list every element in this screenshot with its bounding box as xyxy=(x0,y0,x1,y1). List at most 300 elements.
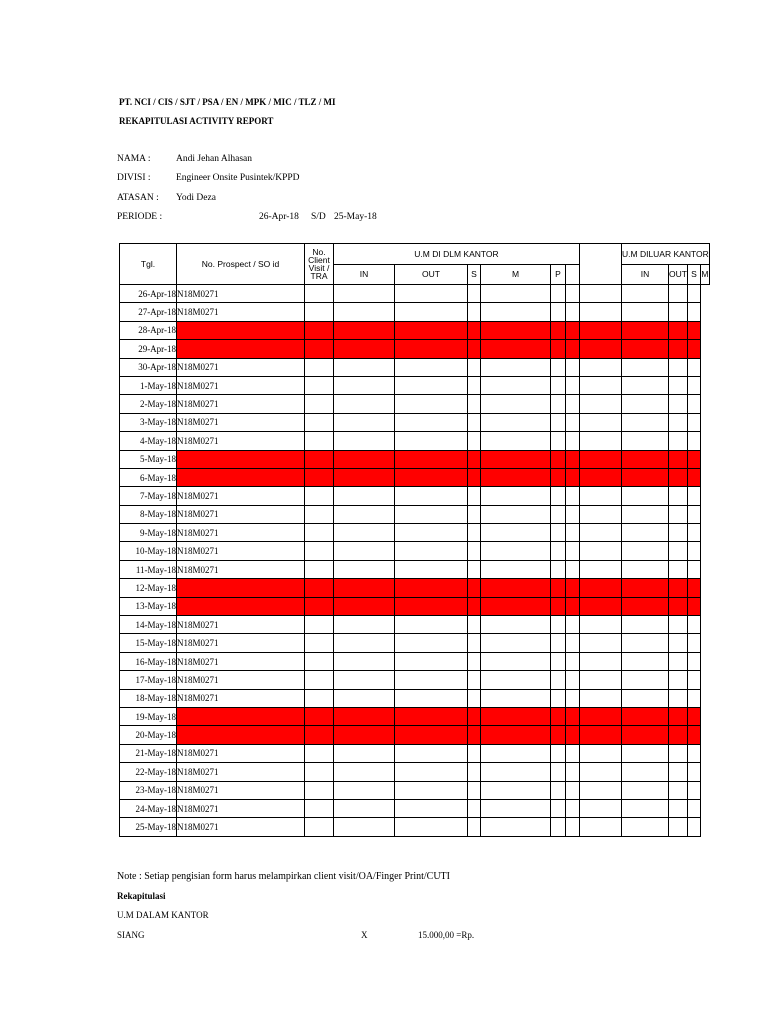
row-prospect-id: N18M0271 xyxy=(177,781,305,799)
row-cell xyxy=(551,450,566,468)
row-cell xyxy=(305,542,334,560)
row-cell xyxy=(468,340,481,358)
row-cell xyxy=(334,376,395,394)
row-cell xyxy=(688,689,701,707)
row-cell xyxy=(481,799,551,817)
row-cell xyxy=(334,799,395,817)
row-cell xyxy=(305,303,334,321)
table-row xyxy=(120,413,710,431)
row-cell xyxy=(580,505,622,523)
table-row xyxy=(120,597,710,615)
row-cell xyxy=(580,542,622,560)
row-cell xyxy=(622,560,669,578)
row-cell xyxy=(305,597,334,615)
luar-m-header: M xyxy=(701,264,710,285)
row-cell xyxy=(669,321,688,339)
row-cell xyxy=(395,413,468,431)
row-cell xyxy=(622,579,669,597)
row-cell xyxy=(669,358,688,376)
row-cell xyxy=(551,818,566,836)
row-date: 7-May-18 xyxy=(120,487,177,505)
row-cell xyxy=(688,744,701,762)
row-cell xyxy=(395,799,468,817)
row-cell xyxy=(305,616,334,634)
row-cell xyxy=(580,597,622,615)
row-cell xyxy=(305,358,334,376)
row-cell xyxy=(305,707,334,725)
row-cell xyxy=(669,707,688,725)
row-cell xyxy=(669,560,688,578)
row-cell xyxy=(580,818,622,836)
row-date: 25-May-18 xyxy=(120,818,177,836)
row-cell xyxy=(566,744,580,762)
row-cell xyxy=(566,340,580,358)
row-cell xyxy=(305,505,334,523)
row-cell xyxy=(580,707,622,725)
row-cell xyxy=(669,689,688,707)
row-cell xyxy=(566,652,580,670)
row-cell xyxy=(688,671,701,689)
row-cell xyxy=(580,560,622,578)
row-prospect-id xyxy=(177,340,305,358)
row-cell xyxy=(468,542,481,560)
row-cell xyxy=(551,707,566,725)
row-cell xyxy=(566,524,580,542)
row-date: 14-May-18 xyxy=(120,616,177,634)
row-cell xyxy=(481,579,551,597)
row-cell xyxy=(481,652,551,670)
row-cell xyxy=(468,671,481,689)
row-cell xyxy=(334,542,395,560)
row-cell xyxy=(566,542,580,560)
row-cell xyxy=(481,707,551,725)
row-cell xyxy=(395,542,468,560)
row-date: 20-May-18 xyxy=(120,726,177,744)
row-cell xyxy=(551,744,566,762)
row-date: 5-May-18 xyxy=(120,450,177,468)
row-cell xyxy=(566,303,580,321)
row-cell xyxy=(580,340,622,358)
row-cell xyxy=(688,652,701,670)
row-cell xyxy=(622,726,669,744)
row-cell xyxy=(395,707,468,725)
row-cell xyxy=(481,358,551,376)
row-cell xyxy=(468,285,481,303)
row-cell xyxy=(551,358,566,376)
row-cell xyxy=(622,744,669,762)
row-cell xyxy=(334,450,395,468)
row-date: 30-Apr-18 xyxy=(120,358,177,376)
row-date: 18-May-18 xyxy=(120,689,177,707)
row-cell xyxy=(468,818,481,836)
row-cell xyxy=(395,818,468,836)
row-cell xyxy=(395,634,468,652)
row-cell xyxy=(669,781,688,799)
row-cell xyxy=(551,579,566,597)
row-cell xyxy=(468,303,481,321)
row-prospect-id: N18M0271 xyxy=(177,689,305,707)
row-cell xyxy=(688,505,701,523)
row-cell xyxy=(395,321,468,339)
row-cell xyxy=(395,744,468,762)
row-cell xyxy=(622,652,669,670)
note-text: Note : Setiap pengisian form harus melampirkan client visit/OA/Finger Print/CUTI xyxy=(117,871,450,882)
row-cell xyxy=(468,468,481,486)
row-cell xyxy=(395,616,468,634)
row-cell xyxy=(688,616,701,634)
row-cell xyxy=(395,450,468,468)
activity-table xyxy=(119,243,710,837)
row-cell xyxy=(481,560,551,578)
row-cell xyxy=(551,340,566,358)
row-cell xyxy=(566,487,580,505)
row-date: 10-May-18 xyxy=(120,542,177,560)
row-cell xyxy=(481,524,551,542)
row-prospect-id: N18M0271 xyxy=(177,303,305,321)
row-cell xyxy=(669,450,688,468)
row-cell xyxy=(688,634,701,652)
row-cell xyxy=(334,763,395,781)
row-cell xyxy=(566,763,580,781)
table-row xyxy=(120,468,710,486)
row-cell xyxy=(622,707,669,725)
row-cell xyxy=(622,303,669,321)
row-cell xyxy=(305,818,334,836)
row-prospect-id: N18M0271 xyxy=(177,285,305,303)
row-cell xyxy=(395,285,468,303)
row-prospect-id: N18M0271 xyxy=(177,395,305,413)
row-cell xyxy=(669,652,688,670)
row-cell xyxy=(468,634,481,652)
row-cell xyxy=(468,524,481,542)
row-date: 17-May-18 xyxy=(120,671,177,689)
row-cell xyxy=(622,395,669,413)
row-cell xyxy=(395,689,468,707)
table-row xyxy=(120,395,710,413)
divisi-value: Engineer Onsite Pusintek/KPPD xyxy=(176,173,300,183)
row-cell xyxy=(688,579,701,597)
row-cell xyxy=(551,634,566,652)
group-luar-kantor-header: U.M DILUAR KANTOR xyxy=(622,244,710,265)
row-cell xyxy=(481,763,551,781)
row-cell xyxy=(334,524,395,542)
row-cell xyxy=(669,285,688,303)
row-cell xyxy=(566,707,580,725)
row-cell xyxy=(305,634,334,652)
row-cell xyxy=(395,505,468,523)
um-dalam-label: U.M DALAM KANTOR xyxy=(117,910,209,920)
col-tgl-header: Tgl. xyxy=(120,244,177,285)
row-date: 28-Apr-18 xyxy=(120,321,177,339)
row-cell xyxy=(334,818,395,836)
row-cell xyxy=(395,671,468,689)
row-cell xyxy=(305,671,334,689)
table-row xyxy=(120,303,710,321)
row-cell xyxy=(305,579,334,597)
row-cell xyxy=(580,413,622,431)
row-cell xyxy=(334,340,395,358)
row-prospect-id: N18M0271 xyxy=(177,744,305,762)
row-cell xyxy=(395,579,468,597)
row-cell xyxy=(566,560,580,578)
row-date: 11-May-18 xyxy=(120,560,177,578)
table-row xyxy=(120,450,710,468)
row-cell xyxy=(395,395,468,413)
row-cell xyxy=(669,432,688,450)
row-cell xyxy=(622,285,669,303)
row-cell xyxy=(688,597,701,615)
row-prospect-id: N18M0271 xyxy=(177,376,305,394)
row-cell xyxy=(566,634,580,652)
row-cell xyxy=(395,432,468,450)
row-cell xyxy=(305,726,334,744)
row-cell xyxy=(305,285,334,303)
row-cell xyxy=(566,468,580,486)
table-row xyxy=(120,634,710,652)
row-cell xyxy=(551,689,566,707)
row-cell xyxy=(566,321,580,339)
rate-value: 15.000,00 =Rp. xyxy=(418,930,475,940)
atasan-value: Yodi Deza xyxy=(176,193,216,203)
row-cell xyxy=(688,487,701,505)
row-cell xyxy=(334,468,395,486)
row-cell xyxy=(622,321,669,339)
row-cell xyxy=(580,303,622,321)
row-cell xyxy=(334,689,395,707)
row-cell xyxy=(334,579,395,597)
row-cell xyxy=(481,818,551,836)
row-cell xyxy=(622,781,669,799)
row-cell xyxy=(622,487,669,505)
row-date: 13-May-18 xyxy=(120,597,177,615)
row-prospect-id: N18M0271 xyxy=(177,505,305,523)
table-row xyxy=(120,321,710,339)
row-date: 22-May-18 xyxy=(120,763,177,781)
row-date: 2-May-18 xyxy=(120,395,177,413)
row-cell xyxy=(566,616,580,634)
row-cell xyxy=(580,652,622,670)
row-cell xyxy=(334,432,395,450)
row-cell xyxy=(481,340,551,358)
report-title: REKAPITULASI ACTIVITY REPORT xyxy=(119,116,274,126)
row-cell xyxy=(669,726,688,744)
row-cell xyxy=(580,432,622,450)
row-date: 9-May-18 xyxy=(120,524,177,542)
row-cell xyxy=(468,597,481,615)
row-cell xyxy=(395,303,468,321)
col-prospect-header: No. Prospect / SO id xyxy=(177,244,305,285)
row-cell xyxy=(551,321,566,339)
row-cell xyxy=(481,413,551,431)
row-cell xyxy=(688,285,701,303)
row-cell xyxy=(688,763,701,781)
row-date: 26-Apr-18 xyxy=(120,285,177,303)
row-cell xyxy=(481,450,551,468)
row-cell xyxy=(481,634,551,652)
row-date: 12-May-18 xyxy=(120,579,177,597)
table-row xyxy=(120,560,710,578)
divisi-label: DIVISI : xyxy=(117,173,151,183)
row-cell xyxy=(580,376,622,394)
row-cell xyxy=(305,763,334,781)
row-cell xyxy=(580,726,622,744)
row-cell xyxy=(551,505,566,523)
row-cell xyxy=(481,726,551,744)
row-cell xyxy=(580,487,622,505)
row-cell xyxy=(305,340,334,358)
row-cell xyxy=(305,413,334,431)
table-row xyxy=(120,818,710,836)
row-cell xyxy=(334,395,395,413)
row-cell xyxy=(551,616,566,634)
row-cell xyxy=(688,799,701,817)
table-row xyxy=(120,763,710,781)
row-cell xyxy=(481,468,551,486)
row-prospect-id: N18M0271 xyxy=(177,432,305,450)
row-cell xyxy=(566,505,580,523)
row-cell xyxy=(669,744,688,762)
row-date: 21-May-18 xyxy=(120,744,177,762)
row-prospect-id xyxy=(177,726,305,744)
row-cell xyxy=(688,542,701,560)
row-cell xyxy=(395,652,468,670)
table-row xyxy=(120,652,710,670)
row-cell xyxy=(580,395,622,413)
row-cell xyxy=(669,468,688,486)
row-cell xyxy=(551,542,566,560)
row-cell xyxy=(566,413,580,431)
row-date: 1-May-18 xyxy=(120,376,177,394)
row-cell xyxy=(481,376,551,394)
row-cell xyxy=(669,505,688,523)
row-cell xyxy=(669,616,688,634)
row-cell xyxy=(566,818,580,836)
row-cell xyxy=(669,487,688,505)
row-cell xyxy=(551,652,566,670)
row-cell xyxy=(669,597,688,615)
row-cell xyxy=(481,671,551,689)
row-cell xyxy=(688,468,701,486)
group-dalam-kantor-header: U.M DI DLM KANTOR xyxy=(334,244,580,265)
row-cell xyxy=(622,634,669,652)
row-cell xyxy=(468,689,481,707)
row-cell xyxy=(669,524,688,542)
row-cell xyxy=(481,303,551,321)
row-cell xyxy=(334,616,395,634)
periode-label: PERIODE : xyxy=(117,212,163,222)
row-cell xyxy=(468,395,481,413)
row-cell xyxy=(622,450,669,468)
row-cell xyxy=(334,597,395,615)
row-cell xyxy=(468,726,481,744)
row-prospect-id xyxy=(177,597,305,615)
atasan-label: ATASAN : xyxy=(117,193,159,203)
table-row xyxy=(120,285,710,303)
row-cell xyxy=(622,597,669,615)
row-cell xyxy=(334,707,395,725)
row-date: 29-Apr-18 xyxy=(120,340,177,358)
nama-label: NAMA : xyxy=(117,154,151,164)
row-cell xyxy=(551,395,566,413)
row-cell xyxy=(305,524,334,542)
row-cell xyxy=(395,597,468,615)
row-cell xyxy=(580,450,622,468)
row-cell xyxy=(468,487,481,505)
rekap-title: Rekapitulasi xyxy=(117,891,166,901)
row-cell xyxy=(551,524,566,542)
row-cell xyxy=(468,652,481,670)
multiply-sign: X xyxy=(361,930,368,940)
table-row xyxy=(120,799,710,817)
row-cell xyxy=(395,781,468,799)
row-cell xyxy=(580,358,622,376)
row-prospect-id xyxy=(177,468,305,486)
row-cell xyxy=(481,505,551,523)
row-cell xyxy=(551,726,566,744)
row-prospect-id: N18M0271 xyxy=(177,763,305,781)
table-row xyxy=(120,542,710,560)
row-cell xyxy=(468,505,481,523)
row-cell xyxy=(622,671,669,689)
row-cell xyxy=(551,413,566,431)
row-cell xyxy=(468,450,481,468)
row-cell xyxy=(551,781,566,799)
row-cell xyxy=(468,579,481,597)
row-cell xyxy=(481,689,551,707)
row-cell xyxy=(481,321,551,339)
row-date: 6-May-18 xyxy=(120,468,177,486)
table-row xyxy=(120,376,710,394)
table-row xyxy=(120,671,710,689)
row-cell xyxy=(669,340,688,358)
row-cell xyxy=(551,671,566,689)
row-cell xyxy=(566,597,580,615)
row-cell xyxy=(551,432,566,450)
row-date: 8-May-18 xyxy=(120,505,177,523)
spacer-column xyxy=(580,244,622,285)
row-prospect-id: N18M0271 xyxy=(177,524,305,542)
row-cell xyxy=(566,432,580,450)
row-cell xyxy=(481,487,551,505)
row-cell xyxy=(551,799,566,817)
row-cell xyxy=(468,560,481,578)
luar-out-header: OUT xyxy=(669,264,688,285)
row-cell xyxy=(669,763,688,781)
row-cell xyxy=(468,616,481,634)
row-prospect-id: N18M0271 xyxy=(177,799,305,817)
row-cell xyxy=(468,781,481,799)
row-cell xyxy=(305,450,334,468)
row-cell xyxy=(305,468,334,486)
row-prospect-id: N18M0271 xyxy=(177,652,305,670)
table-row xyxy=(120,781,710,799)
row-cell xyxy=(395,358,468,376)
row-cell xyxy=(334,634,395,652)
row-cell xyxy=(481,597,551,615)
row-cell xyxy=(468,376,481,394)
table-row xyxy=(120,358,710,376)
row-prospect-id: N18M0271 xyxy=(177,634,305,652)
row-cell xyxy=(622,413,669,431)
table-row xyxy=(120,689,710,707)
row-cell xyxy=(622,358,669,376)
row-cell xyxy=(334,285,395,303)
row-cell xyxy=(669,303,688,321)
row-cell xyxy=(566,450,580,468)
row-prospect-id: N18M0271 xyxy=(177,358,305,376)
dalam-blank-header xyxy=(566,264,580,285)
row-cell xyxy=(688,726,701,744)
